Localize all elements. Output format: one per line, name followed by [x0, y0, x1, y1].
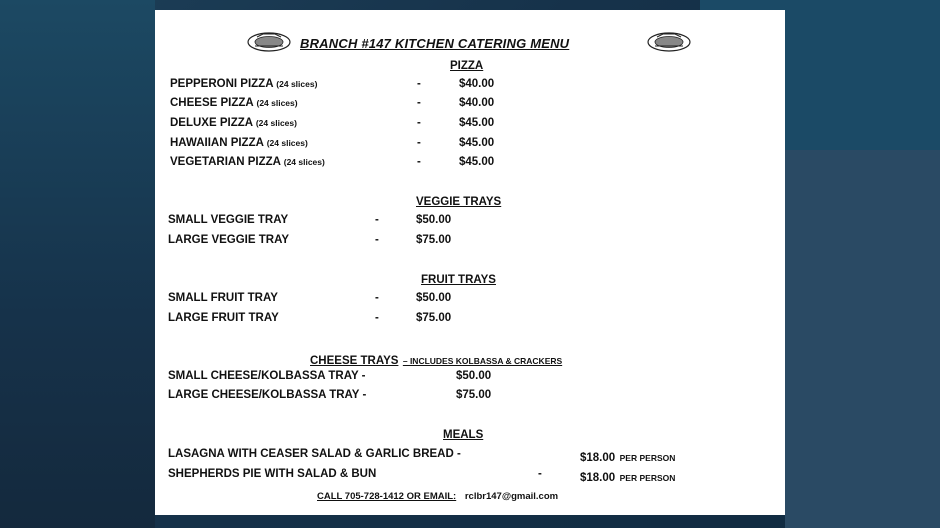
item-price-row — [580, 448, 675, 466]
cheese-trays-heading-row — [310, 351, 562, 369]
menu-item: LARGE CHEESE/KOLBASSA TRAY - — [168, 389, 367, 401]
item-unit: PER PERSON — [619, 453, 676, 463]
item-price: $50.00 — [456, 370, 492, 382]
item-price: $45.00 — [459, 117, 495, 129]
contact-label: CALL 705-728-1412 OR EMAIL: — [317, 491, 457, 502]
item-dash: - — [417, 78, 421, 90]
item-price: $40.00 — [459, 78, 495, 90]
legion-logo-left-icon — [247, 31, 291, 53]
menu-item: LARGE FRUIT TRAY — [168, 312, 279, 324]
pizza-heading: PIZZA — [450, 60, 484, 72]
menu-item: SMALL FRUIT TRAY — [168, 292, 278, 304]
menu-item: SHEPHERDS PIE WITH SALAD & BUN — [168, 468, 377, 480]
contact-footer — [317, 491, 558, 502]
item-price: $18.00 — [580, 452, 616, 464]
contact-email: rclbr147@gmail.com — [464, 491, 559, 502]
item-name: HAWAIIAN PIZZA — [170, 137, 264, 149]
menu-item: LASAGNA WITH CEASER SALAD & GARLIC BREAD - — [168, 448, 461, 460]
item-price-row — [580, 468, 675, 486]
menu-item — [170, 117, 297, 129]
item-dash: - — [375, 234, 379, 246]
item-dash: - — [375, 292, 379, 304]
menu-item — [170, 137, 308, 149]
item-price: $50.00 — [416, 214, 452, 226]
menu-item — [170, 97, 298, 109]
cheese-trays-subheading: – INCLUDES KOLBASSA & CRACKERS — [402, 356, 563, 366]
item-price: $18.00 — [580, 472, 616, 484]
item-unit: PER PERSON — [619, 473, 676, 483]
cheese-trays-heading: CHEESE TRAYS — [310, 355, 399, 367]
menu-page — [155, 10, 785, 515]
item-note: (24 slices) — [283, 157, 325, 167]
background-panel-right — [785, 150, 940, 528]
legion-logo-right-icon — [647, 31, 691, 53]
item-dash: - — [538, 468, 542, 480]
item-note: (24 slices) — [256, 98, 298, 108]
item-name: VEGETARIAN PIZZA — [170, 156, 281, 168]
item-dash: - — [417, 137, 421, 149]
veggie-trays-heading: VEGGIE TRAYS — [416, 196, 502, 208]
background-panel-left — [0, 0, 155, 528]
menu-item — [170, 78, 317, 90]
item-name: CHEESE PIZZA — [170, 97, 254, 109]
item-name: PEPPERONI PIZZA — [170, 78, 274, 90]
item-price: $40.00 — [459, 97, 495, 109]
item-note: (24 slices) — [276, 79, 318, 89]
menu-item — [170, 156, 325, 168]
item-price: $75.00 — [456, 389, 492, 401]
item-price: $75.00 — [416, 312, 452, 324]
menu-title: BRANCH #147 KITCHEN CATERING MENU — [300, 36, 570, 51]
item-note: (24 slices) — [255, 118, 297, 128]
menu-item: SMALL CHEESE/KOLBASSA TRAY - — [168, 370, 366, 382]
fruit-trays-heading: FRUIT TRAYS — [421, 274, 496, 286]
item-dash: - — [417, 156, 421, 168]
menu-item: SMALL VEGGIE TRAY — [168, 214, 289, 226]
item-price: $45.00 — [459, 156, 495, 168]
item-dash: - — [417, 97, 421, 109]
menu-item: LARGE VEGGIE TRAY — [168, 234, 289, 246]
item-price: $50.00 — [416, 292, 452, 304]
item-price: $45.00 — [459, 137, 495, 149]
item-dash: - — [375, 214, 379, 226]
item-dash: - — [417, 117, 421, 129]
item-note: (24 slices) — [266, 138, 308, 148]
meals-heading: MEALS — [443, 429, 484, 441]
item-price: $75.00 — [416, 234, 452, 246]
item-dash: - — [375, 312, 379, 324]
item-name: DELUXE PIZZA — [170, 117, 253, 129]
